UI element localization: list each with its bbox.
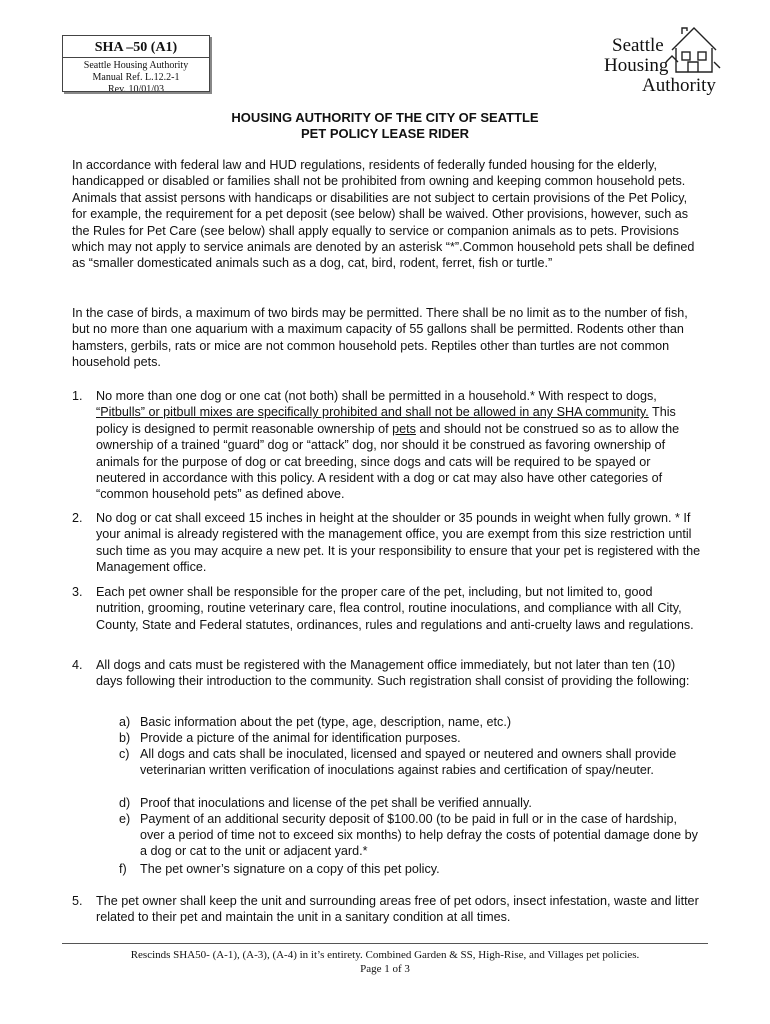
form-org: Seattle Housing Authority bbox=[83, 60, 189, 71]
list-item-2 bbox=[72, 510, 702, 576]
sub-text: All dogs and cats shall be inoculated, licensed and spayed or neutered and owners shall provide veterinarian written verification of inoculations against rabies and certification of spay/neuter. bbox=[140, 747, 677, 778]
document-subtitle: PET POLICY LEASE RIDER bbox=[300, 126, 470, 141]
logo-word-authority: Authority bbox=[642, 75, 716, 96]
list-item-text bbox=[96, 388, 702, 503]
birds-fish-paragraph: In the case of birds, a maximum of two birds may be permitted. There shall be no limit as to the number of fish, but no more than one aquarium with a maximum capacity of 55 gallons shall be permitted. Rodents other than hamsters, gerbils, rats or mice are not common household pets. Reptiles other than turtles are not common household pets. bbox=[72, 306, 688, 370]
item-1-text-c: and should not be construed so as to allow the ownership of a trained “guard” dog or “attack” dog, nor should it be construed as favoring ownership of animals for the purpose of dog or cat breeding, since dogs and cats will be required to be spayed or neutered in accordance with this policy. A resident with a dog or cat may also have other categories of “common household pets” as defined above. bbox=[96, 421, 680, 502]
sub-item-d bbox=[119, 795, 699, 811]
item-1-text-a: No more than one dog or one cat (not both) shall be permitted in a household.* With respect to dogs, bbox=[96, 389, 657, 403]
item-1-text-b: This policy is designed to permit reasonable ownership of bbox=[96, 405, 676, 436]
sub-label: d) bbox=[119, 796, 131, 810]
sub-label: c) bbox=[119, 747, 130, 761]
pets-underlined: pets bbox=[392, 421, 416, 436]
page-number: Page 1 of 3 bbox=[360, 963, 410, 975]
sub-text: Proof that inoculations and license of the pet shall be verified annually. bbox=[140, 796, 532, 810]
pitbull-prohibition: “Pitbulls” or pitbull mixes are specifically prohibited and shall not be allowed in any SHA community. bbox=[96, 405, 649, 420]
sub-label: e) bbox=[119, 812, 131, 826]
sub-label: b) bbox=[119, 731, 131, 745]
list-item-text: Each pet owner shall be responsible for the proper care of the pet, including, but not limited to, good nutrition, grooming, routine veterinary care, flea control, routine inoculations, and compliance with all City, County, State and Federal statutes, ordinances, rules and regulations and anti-cruelty laws and regulations. bbox=[96, 585, 694, 632]
list-number: 3. bbox=[72, 585, 83, 599]
sub-item-a bbox=[119, 714, 699, 730]
sub-label: a) bbox=[119, 715, 131, 729]
form-id-box bbox=[62, 35, 210, 92]
sub-label: f) bbox=[119, 862, 127, 876]
list-number: 4. bbox=[72, 658, 83, 672]
logo-word-seattle: Seattle bbox=[612, 35, 664, 56]
footer-divider bbox=[62, 943, 708, 944]
sub-item-b bbox=[119, 730, 699, 746]
form-manual-ref: Manual Ref. L.12.2-1 bbox=[92, 72, 180, 83]
form-rev: Rev. 10/01/03 bbox=[107, 84, 164, 92]
list-item-4 bbox=[72, 657, 702, 690]
list-number: 2. bbox=[72, 511, 83, 525]
list-item-text: The pet owner shall keep the unit and surrounding areas free of pet odors, insect infestation, waste and litter related to their pet and maintain the unit in a sanitary condition at all times. bbox=[96, 894, 699, 925]
document-title: HOUSING AUTHORITY OF THE CITY OF SEATTLE bbox=[231, 110, 539, 125]
sub-text: The pet owner’s signature on a copy of this pet policy. bbox=[140, 862, 440, 876]
list-item-text: All dogs and cats must be registered with the Management office immediately, but not later than ten (10) days following their introduction to the community. Such registration shall consist of providing the following: bbox=[96, 658, 690, 689]
list-item-1 bbox=[72, 388, 702, 503]
list-number: 1. bbox=[72, 389, 83, 403]
seattle-housing-authority-logo bbox=[602, 22, 722, 98]
footer-rescinds-note: Rescinds SHA50- (A-1), (A-3), (A-4) in it’s entirety. Combined Garden & SS, High-Rise, and Villages pet policies. bbox=[130, 949, 640, 961]
list-number: 5. bbox=[72, 894, 83, 908]
sub-item-f bbox=[119, 861, 699, 877]
sub-text: Provide a picture of the animal for identification purposes. bbox=[140, 731, 461, 745]
sub-text: Basic information about the pet (type, age, description, name, etc.) bbox=[140, 715, 512, 729]
sub-item-e bbox=[119, 811, 699, 860]
list-item-text: No dog or cat shall exceed 15 inches in height at the shoulder or 35 pounds in weight when fully grown. * If your animal is already registered with the management office, you are exempt from this size restriction until such time as you may acquire a new pet. It is your responsibility to ensure that your pet is registered with the Management office. bbox=[96, 511, 701, 575]
sub-item-c bbox=[119, 746, 699, 778]
list-item-5 bbox=[72, 893, 702, 926]
intro-paragraph: In accordance with federal law and HUD regulations, residents of federally funded housing for the elderly, handicapped or disabled or families shall not be prohibited from owning and keeping common household pets. Animals that assist persons with handicaps or disabilities are not subject to certain provisions of the Pet Policy, for example, the requirement for a pet deposit (see below) shall be waived. Other provisions, however, such as the Rules for Pet Care (see below) shall apply equally to service or companion animals as to pets. Provisions which may not apply to service animals are denoted by an asterisk “*”.Common household pets shall be defined as “smaller domesticated animals such as a dog, cat, bird, rodent, ferret, fish or turtle.” bbox=[72, 158, 695, 271]
list-item-3 bbox=[72, 584, 702, 633]
sub-text: Payment of an additional security deposit of $100.00 (to be paid in full or in the case of hardship, over a period of time not to exceed six months) to help defray the costs of potential damage done by a dog or cat to the unit or adjacent yard.* bbox=[140, 812, 698, 859]
logo-word-housing: Housing bbox=[604, 55, 669, 76]
form-number: SHA –50 (A1) bbox=[63, 39, 209, 58]
